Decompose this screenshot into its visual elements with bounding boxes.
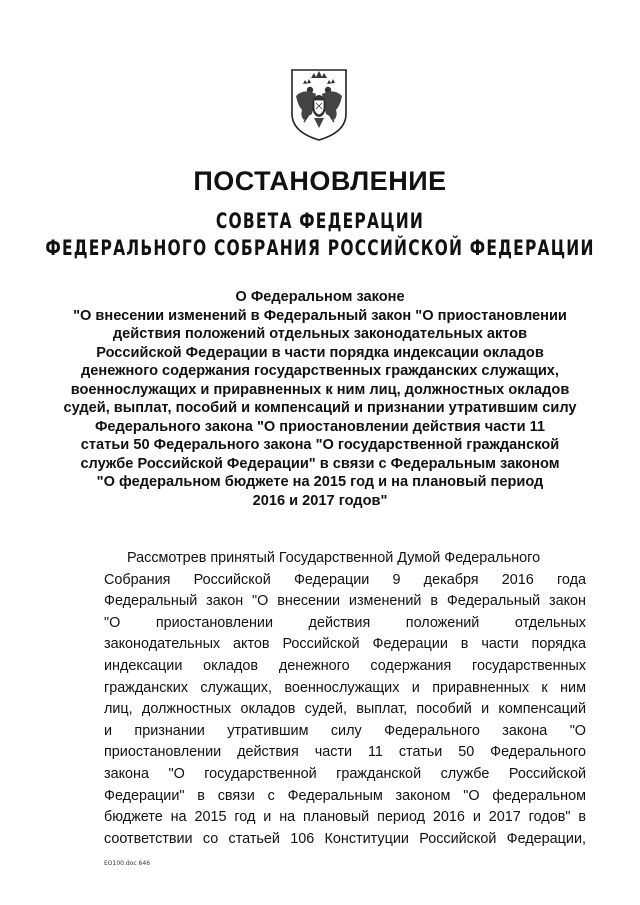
body-line: законодательных актов Российской Федерации в части порядка [104, 636, 586, 653]
body-line: лиц, должностных окладов судей, выплат, пособий и компенсаций [104, 701, 586, 718]
heading-line: денежного содержания государственных гражданских служащих, [81, 363, 559, 379]
body-line: приостановлении действия части 11 статьи 50 Федерального [104, 744, 586, 761]
heading-line: О Федеральном законе [235, 289, 405, 305]
body-paragraph [104, 548, 586, 850]
heading-line: действия положений отдельных законодательных актов [112, 326, 528, 342]
body-line: бюджете на 2015 год и на плановый период 2016 и 2017 годов" в [104, 809, 586, 826]
body-line: гражданских служащих, военнослужащих и приравненных к ним [104, 679, 586, 696]
body-line: закона "О государственной гражданской службе Российской [104, 765, 586, 782]
body-line: соответствии со статьей 106 Конституции Российской Федерации, [104, 830, 586, 847]
heading-line: "О внесении изменений в Федеральный закон "О приостановлении [73, 307, 567, 324]
heading-line: статьи 50 Федерального закона "О государственной гражданской [80, 437, 560, 453]
issuer-line-2: ФЕДЕРАЛЬНОГО СОБРАНИЯ РОССИЙСКОЙ ФЕДЕРАЦИИ [45, 236, 595, 261]
issuer-line-1: СОВЕТА ФЕДЕРАЦИИ [215, 209, 425, 234]
coat-of-arms-icon [286, 66, 352, 142]
body-line: и признании утратившим силу Федерального закона "О [104, 722, 586, 739]
heading-line: "О федеральном бюджете на 2015 год и на плановый период [96, 474, 544, 490]
file-reference: EO100.doc 646 [104, 860, 151, 867]
heading-line: Федерального закона "О приостановлении действия части 11 [94, 418, 546, 435]
heading-line: службе Российской Федерации" в связи с Федеральным законом [80, 455, 560, 472]
body-line: "О приостановлении действия положений отдельных [104, 614, 586, 631]
heading-line: судей, выплат, пособий и компенсаций и признании утратившим силу [63, 400, 577, 416]
document-title: ПОСТАНОВЛЕНИЕ [193, 166, 447, 196]
heading-line: Российской Федерации в части порядка индексации окладов [96, 344, 544, 361]
heading-line: военнослужащих и приравненных к ним лиц, должностных окладов [70, 381, 570, 398]
body-line: Рассмотрев принятый Государственной Думой Федерального [127, 550, 541, 566]
body-line: Собрания Российской Федерации 9 декабря 2016 года [104, 571, 586, 588]
body-line: Федерации" в связи с Федеральным законом "О федеральном [104, 787, 586, 804]
body-line: Федеральный закон "О внесении изменений в Федеральный закон [104, 593, 586, 610]
resolution-heading [56, 288, 584, 510]
body-line: индексации окладов денежного содержания государственных [104, 657, 586, 674]
heading-line: 2016 и 2017 годов" [252, 492, 388, 509]
